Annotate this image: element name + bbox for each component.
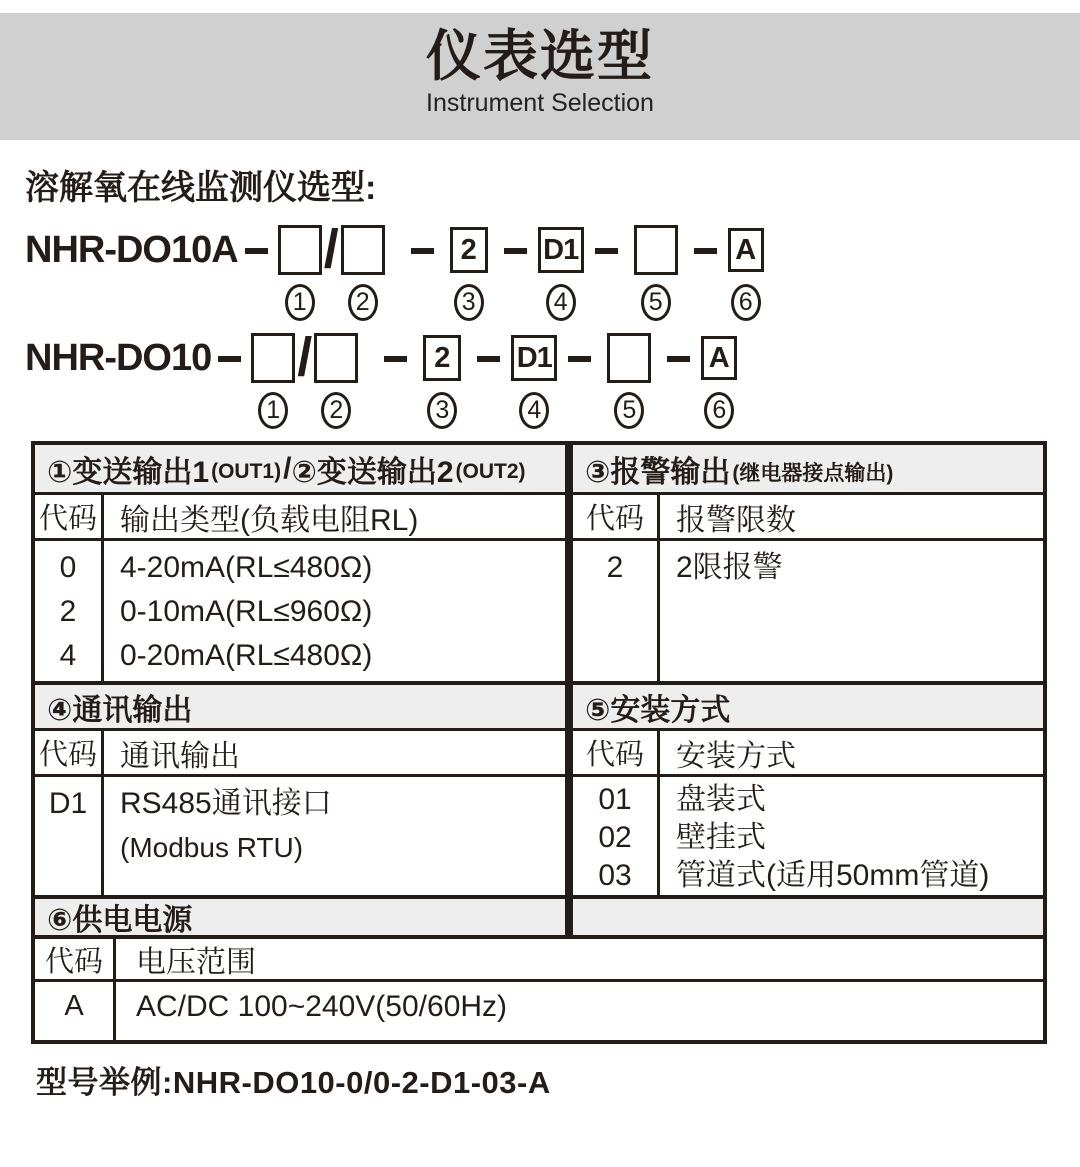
code-slot-6 xyxy=(728,225,764,321)
code-box-3: 2 xyxy=(423,335,461,381)
section-title: ④通讯输出 xyxy=(47,693,193,727)
page-header-banner xyxy=(0,13,1080,140)
code-value: 02 xyxy=(598,821,632,854)
table-body xyxy=(573,541,1043,681)
section-title: ⑥供电电源 xyxy=(47,904,193,937)
column-header-code: 代码 xyxy=(573,495,660,538)
position-number-3: 3 xyxy=(427,392,457,429)
code-cells xyxy=(35,777,104,895)
position-number-4: 4 xyxy=(546,284,576,321)
section-title-small: (OUT2) xyxy=(455,459,526,483)
slash-separator: / xyxy=(323,219,339,279)
dash xyxy=(504,248,527,254)
code-box-3: 2 xyxy=(450,227,488,273)
code-box-4: D1 xyxy=(511,335,557,381)
dash xyxy=(667,356,690,362)
table-body xyxy=(35,777,565,895)
position-number-3: 3 xyxy=(454,284,484,321)
section-title: ⑤安装方式 xyxy=(585,693,731,727)
position-number-2: 2 xyxy=(348,284,378,321)
desc-value: 0-10mA(RL≤960Ω) xyxy=(120,595,373,628)
code-slot-2 xyxy=(341,225,385,321)
code-slot-6 xyxy=(701,333,737,429)
column-header-row xyxy=(573,495,1043,541)
column-header-desc: 安装方式 xyxy=(676,739,796,773)
position-number-1: 1 xyxy=(285,284,315,321)
position-number-5: 5 xyxy=(614,392,644,429)
column-header-desc: 报警限数 xyxy=(676,503,796,537)
model-code-diagram-do10a xyxy=(25,219,1080,321)
desc-cells xyxy=(104,541,565,681)
slash-separator: / xyxy=(297,327,313,387)
position-number-6: 6 xyxy=(704,392,734,429)
code-slot-1 xyxy=(251,333,295,429)
section-title-small: (继电器接点输出) xyxy=(732,461,894,485)
selection-table xyxy=(31,441,1047,1044)
code-value: 4 xyxy=(59,639,77,672)
dash xyxy=(595,248,618,254)
column-header-row xyxy=(35,939,1043,982)
table-body xyxy=(35,982,1043,1040)
code-box-1 xyxy=(278,225,322,275)
code-box-5 xyxy=(607,333,651,383)
section-title-small: (OUT1) xyxy=(211,459,282,483)
dash xyxy=(411,248,434,254)
page-title: 仪表选型 xyxy=(425,25,654,87)
section-title: ①变送输出1 xyxy=(47,455,210,489)
table-right-column xyxy=(569,445,1043,895)
model-label: NHR-DO10 xyxy=(25,337,212,379)
position-number-1: 1 xyxy=(258,392,288,429)
desc-value: 2限报警 xyxy=(676,551,783,584)
code-box-4: D1 xyxy=(538,227,584,273)
dash xyxy=(384,356,407,362)
code-box-1 xyxy=(251,333,295,383)
column-header-row xyxy=(35,731,565,777)
code-value: 0 xyxy=(59,551,77,584)
selection-heading: 溶解氧在线监测仪选型: xyxy=(25,169,377,207)
model-example-value: NHR-DO10-0/0-2-D1-03-A xyxy=(172,1065,551,1100)
desc-cells xyxy=(104,777,565,895)
column-header-code: 代码 xyxy=(35,731,104,774)
model-code-diagram-do10 xyxy=(25,327,1080,429)
code-cells xyxy=(573,541,660,681)
desc-value: 盘装式 xyxy=(676,783,766,816)
section-header-power xyxy=(35,895,1043,939)
position-number-4: 4 xyxy=(519,392,549,429)
model-example-line xyxy=(36,1057,1080,1102)
code-slot-5 xyxy=(607,333,651,429)
code-box-5 xyxy=(634,225,678,275)
code-cells xyxy=(35,541,104,681)
code-slot-5 xyxy=(634,225,678,321)
model-label: NHR-DO10A xyxy=(25,229,238,271)
page-subtitle: Instrument Selection xyxy=(426,89,654,118)
code-cells xyxy=(573,777,660,895)
dash xyxy=(694,248,717,254)
model-example-label: 型号举例: xyxy=(36,1065,173,1100)
column-header-row xyxy=(35,495,565,541)
code-box-6: A xyxy=(728,228,764,272)
column-header-desc: 输出类型(负载电阻RL) xyxy=(120,503,419,537)
code-box-2 xyxy=(314,333,358,383)
code-value: D1 xyxy=(48,787,88,820)
desc-value: 管道式(适用50mm管道) xyxy=(676,859,990,892)
column-header-desc: 电压范围 xyxy=(136,946,256,979)
desc-value: 4-20mA(RL≤480Ω) xyxy=(120,551,373,584)
desc-value: 壁挂式 xyxy=(676,821,766,854)
code-slot-1 xyxy=(278,225,322,321)
desc-cells xyxy=(660,777,1043,895)
table-left-column xyxy=(35,445,569,895)
code-value: A xyxy=(35,982,116,1040)
desc-value: 0-20mA(RL≤480Ω) xyxy=(120,639,373,672)
column-header-code: 代码 xyxy=(35,495,104,538)
column-header-desc: 通讯输出 xyxy=(120,739,240,773)
section-header-alarm xyxy=(573,445,1043,495)
code-value: 03 xyxy=(598,859,632,892)
section-header-output1-2 xyxy=(35,445,565,495)
table-body xyxy=(573,777,1043,895)
dash xyxy=(218,356,241,362)
code-box-2 xyxy=(341,225,385,275)
section-title: ②变送输出2 xyxy=(291,455,454,489)
desc-value: (Modbus RTU) xyxy=(120,832,304,863)
dash xyxy=(245,248,268,254)
code-slot-4 xyxy=(538,225,584,321)
section-title-separator: / xyxy=(283,451,292,485)
code-slot-4 xyxy=(511,333,557,429)
dash xyxy=(568,356,591,362)
code-slot-3 xyxy=(450,225,488,321)
column-header-code: 代码 xyxy=(35,939,116,979)
section-title: ③报警输出 xyxy=(585,455,731,489)
code-value: 2 xyxy=(59,595,77,628)
code-slot-3 xyxy=(423,333,461,429)
code-slot-2 xyxy=(314,333,358,429)
desc-value: AC/DC 100~240V(50/60Hz) xyxy=(136,990,508,1023)
dash xyxy=(477,356,500,362)
code-value: 01 xyxy=(598,783,632,816)
column-header-code: 代码 xyxy=(573,731,660,774)
column-header-row xyxy=(573,731,1043,777)
position-number-6: 6 xyxy=(731,284,761,321)
desc-value: RS485通讯接口 xyxy=(120,787,332,820)
position-number-2: 2 xyxy=(321,392,351,429)
center-divider xyxy=(565,895,573,935)
section-header-mounting xyxy=(573,681,1043,731)
desc-cells xyxy=(660,541,1043,681)
code-box-6: A xyxy=(701,336,737,380)
position-number-5: 5 xyxy=(641,284,671,321)
code-value: 2 xyxy=(606,551,624,584)
table-body xyxy=(35,541,565,681)
section-header-comm xyxy=(35,681,565,731)
